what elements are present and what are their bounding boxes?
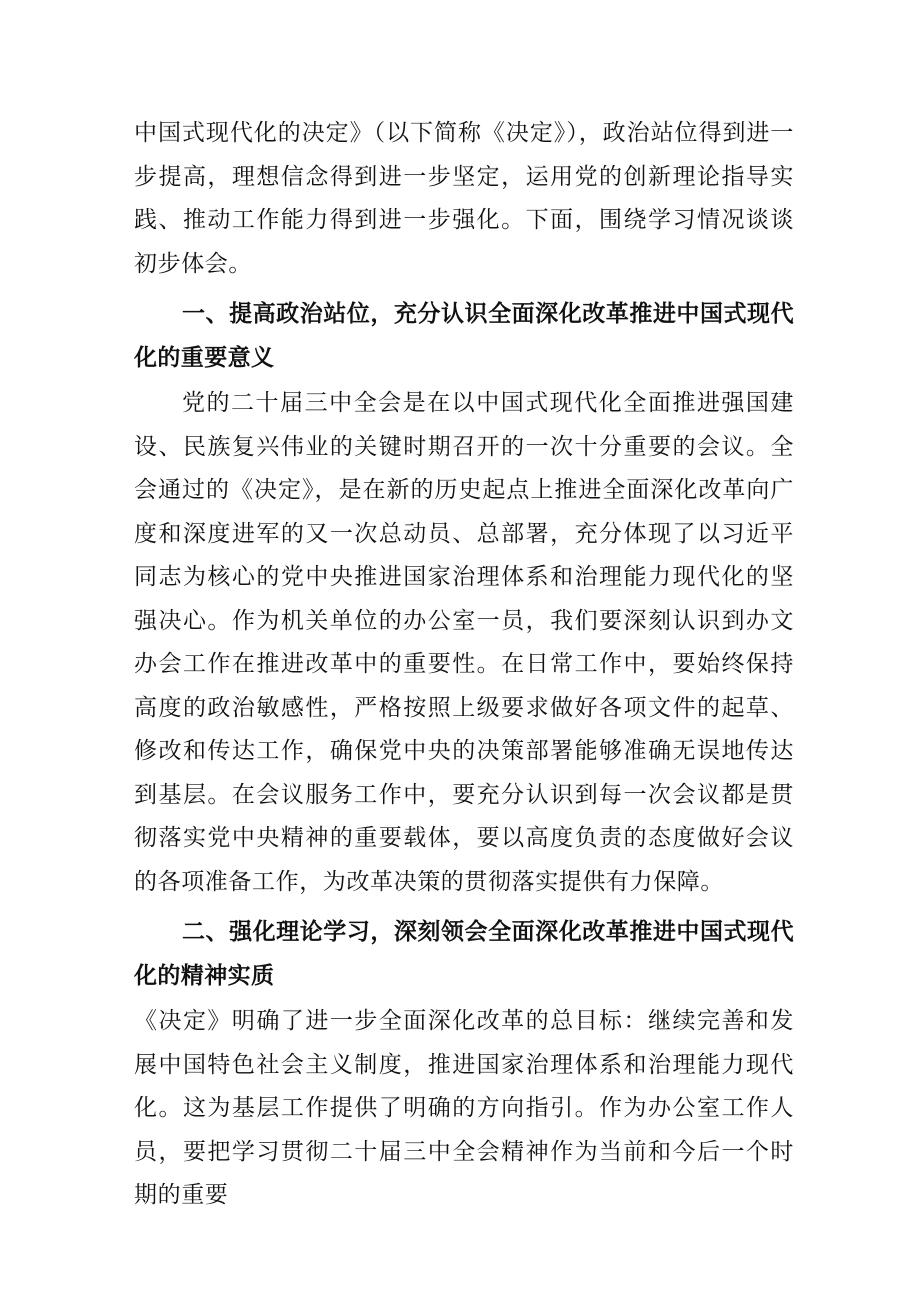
section-heading-1: 一、提高政治站位，充分认识全面深化改革推进中国式现代化的重要意义 bbox=[134, 301, 794, 371]
paragraph-section-2: 《决定》明确了进一步全面深化改革的总目标：继续完善和发展中国特色社会主义制度，推进国家治理体系和治理能力现代化。这为基层工作提供了明确的方向指引。作为办公室工作人员，要把学习贯彻二十届三中全会精神作为当前和今后一个时期的重要 bbox=[134, 1008, 794, 1208]
paragraph-intro-continuation: 中国式现代化的决定》（以下简称《决定》），政治站位得到进一步提高，理想信念得到进一步坚定，运用党的创新理论指导实践、推动工作能力得到进一步强化。下面，围绕学习情况谈谈初步体会。 bbox=[134, 120, 794, 277]
document-body bbox=[134, 112, 794, 1218]
paragraph-section-1: 党的二十届三中全会是在以中国式现代化全面推进强国建设、民族复兴伟业的关键时期召开的一次十分重要的会议。全会通过的《决定》，是在新的历史起点上推进全面深化改革向广度和深度进军的又一次总动员、总部署，充分体现了以习近平同志为核心的党中央推进国家治理体系和治理能力现代化的坚强决心。作为机关单位的办公室一员，我们要深刻认识到办文办会工作在推进改革中的重要性。在日常工作中，要始终保持高度的政治敏感性，严格按照上级要求做好各项文件的起草、修改和传达工作，确保党中央的决策部署能够准确无误地传达到基层。在会议服务工作中，要充分认识到每一次会议都是贯彻落实党中央精神的重要载体，要以高度负责的态度做好会议的各项准备工作，为改革决策的贯彻落实提供有力保障。 bbox=[134, 390, 794, 895]
section-heading-2: 二、强化理论学习，深刻领会全面深化改革推进中国式现代化的精神实质 bbox=[134, 919, 794, 989]
